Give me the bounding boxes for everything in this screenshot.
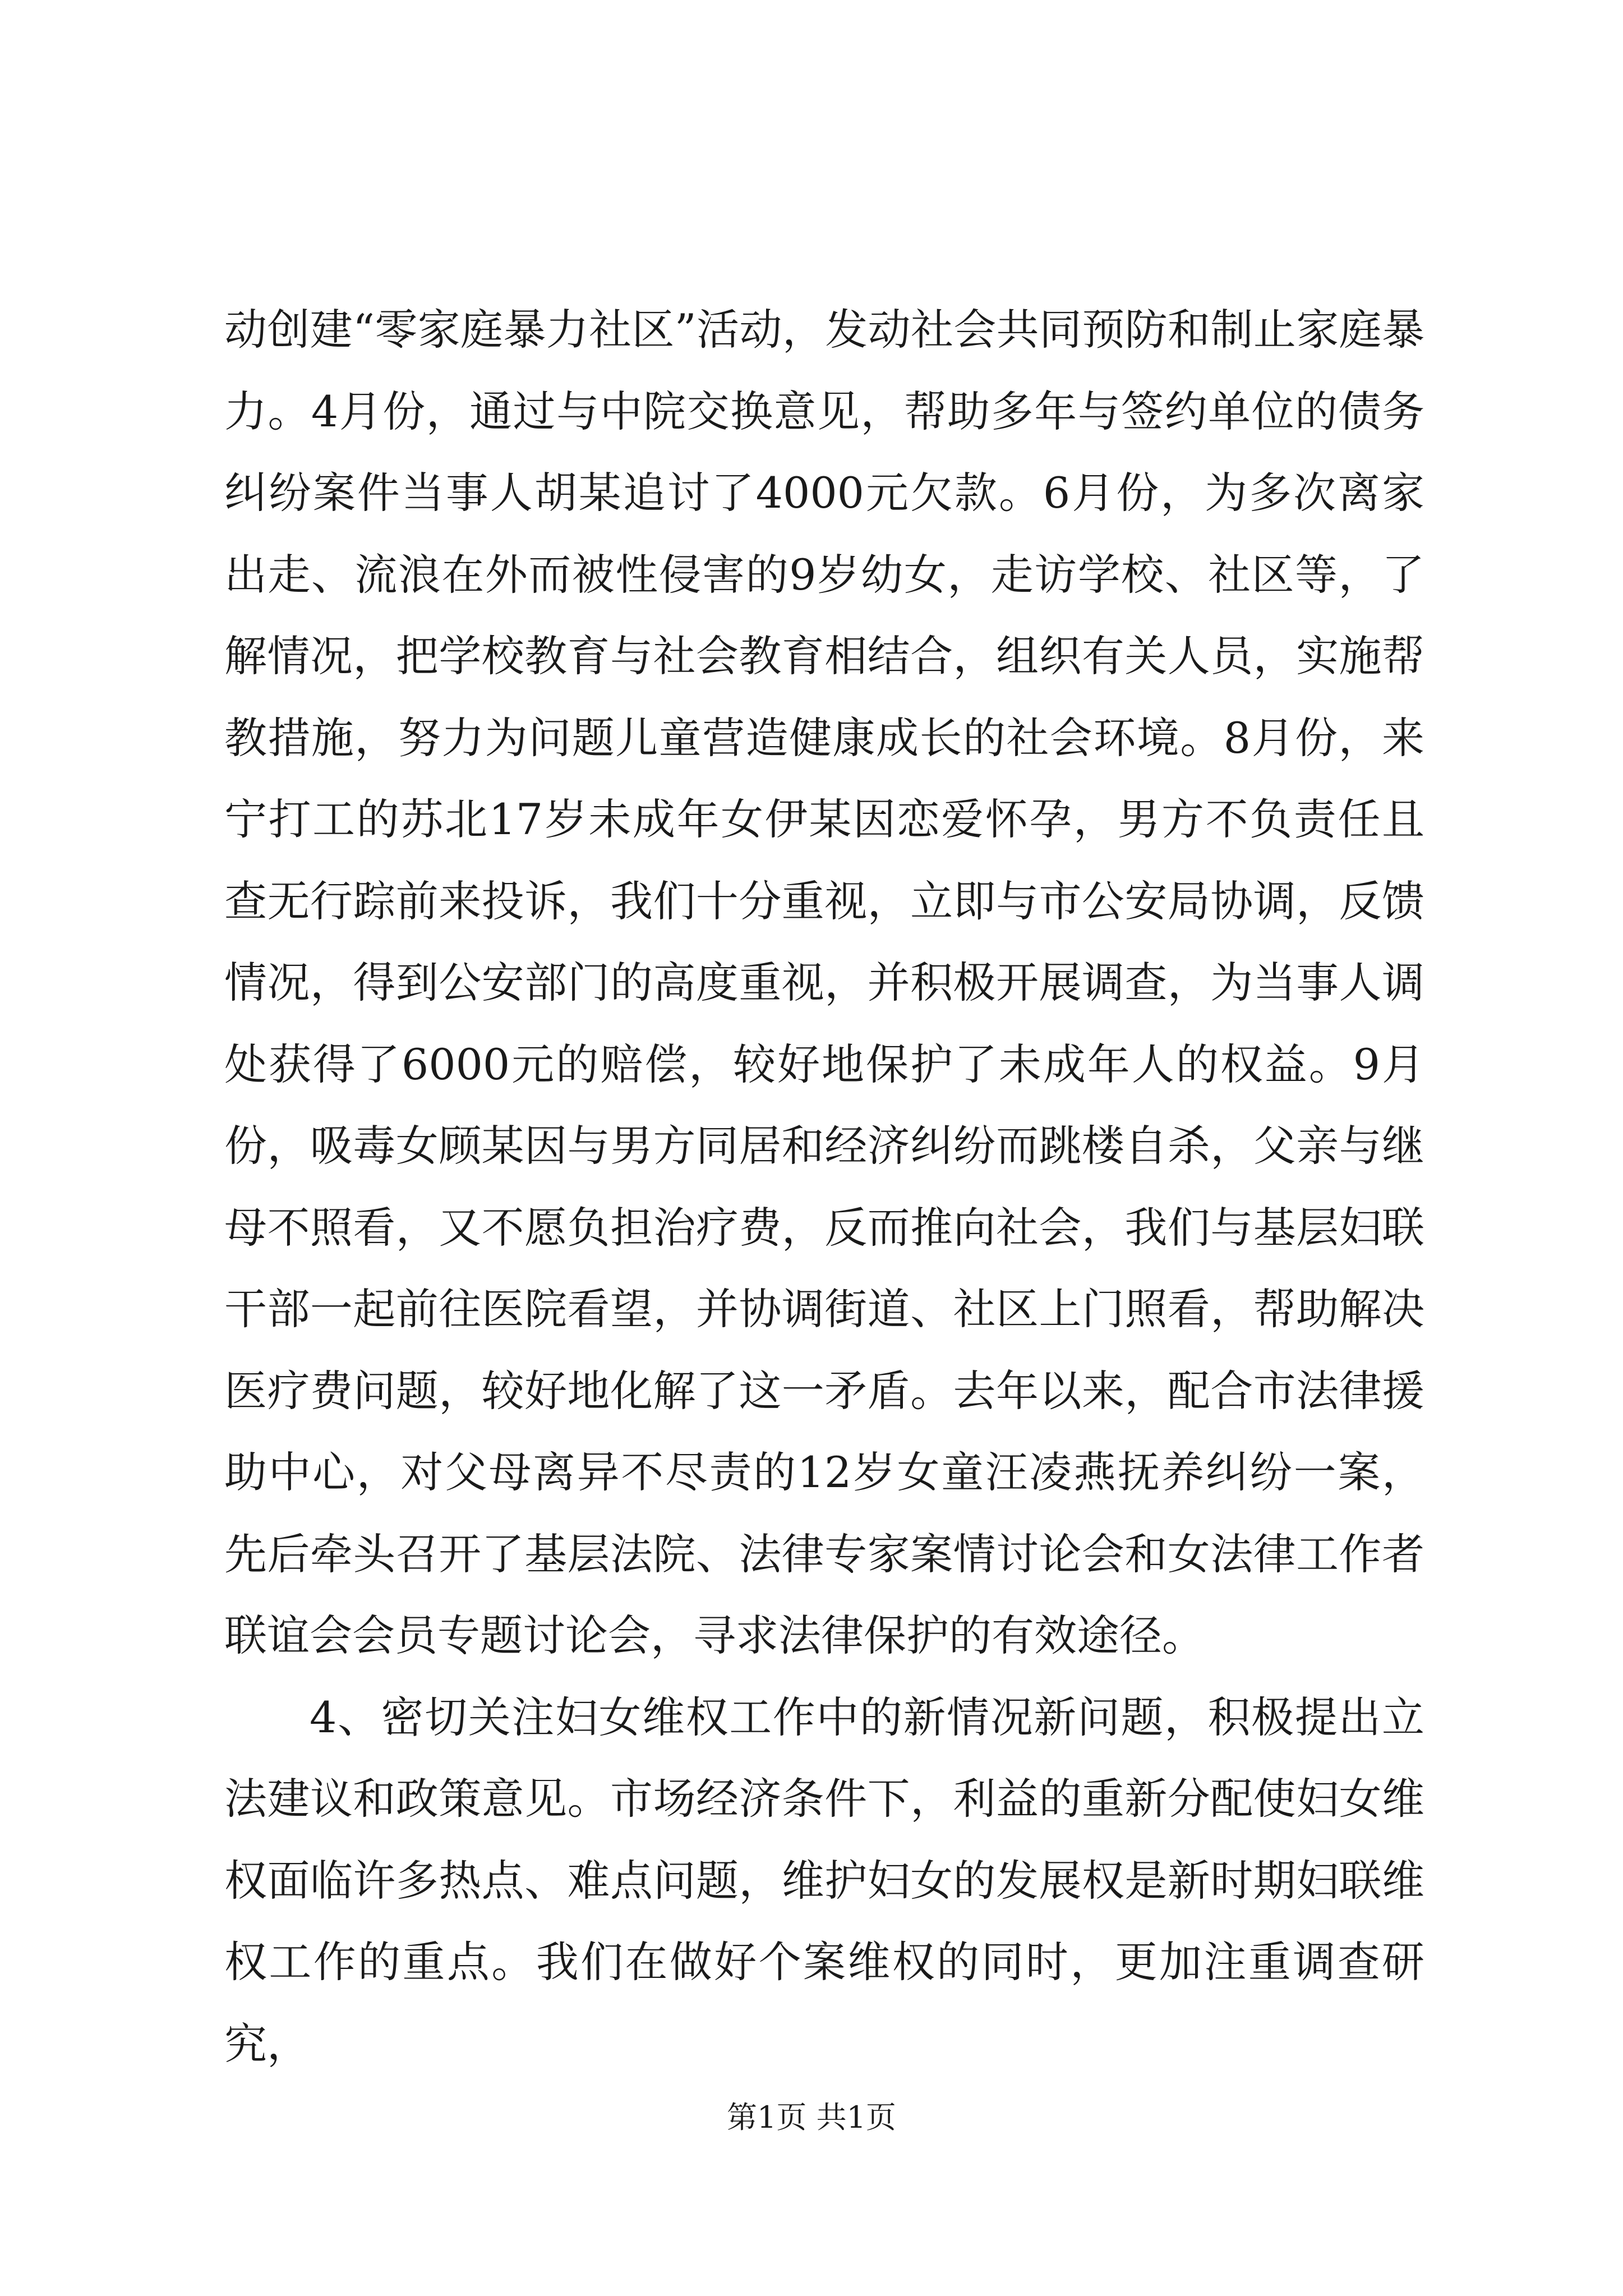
- document-body: [224, 289, 1424, 2085]
- page-footer: [0, 2098, 1623, 2137]
- page-number: 第1页 共1页: [727, 2100, 896, 2135]
- paragraph-case-summary: 动创建“零家庭暴力社区”活动，发动社会共同预防和制止家庭暴力。4月份，通过与中院交换意见，帮助多年与签约单位的债务纠纷案件当事人胡某追讨了4000元欠款。6月份，为多次离家出走、流浪在外而被性侵害的9岁幼女，走访学校、社区等，了解情况，把学校教育与社会教育相结合，组织有关人员，实施帮教措施，努力为问题儿童营造健康成长的社会环境。8月份，来宁打工的苏北17岁未成年女伊某因恋爱怀孕，男方不负责任且查无行踪前来投诉，我们十分重视，立即与市公安局协调，反馈情况，得到公安部门的高度重视，并积极开展调查，为当事人调处获得了6000元的赔偿，较好地保护了未成年人的权益。9月份，吸毒女顾某因与男方同居和经济纠纷而跳楼自杀，父亲与继母不照看，又不愿负担治疗费，反而推向社会，我们与基层妇联干部一起前往医院看望，并协调街道、社区上门照看，帮助解决医疗费问题，较好地化解了这一矛盾。去年以来，配合市法律援助中心，对父母离异不尽责的12岁女童汪凌燕抚养纠纷一案，先后牵头召开了基层法院、法律专家案情讨论会和女法律工作者联谊会会员专题讨论会，寻求法律保护的有效途径。: [224, 305, 1424, 1660]
- paragraph-item-4: 4、密切关注妇女维权工作中的新情况新问题，积极提出立法建议和政策意见。市场经济条件下，利益的重新分配使妇女维权面临许多热点、难点问题，维护妇女的发展权是新时期妇联维权工作的重点。我们在做好个案维权的同时，更加注重调查研究，: [224, 1692, 1424, 2069]
